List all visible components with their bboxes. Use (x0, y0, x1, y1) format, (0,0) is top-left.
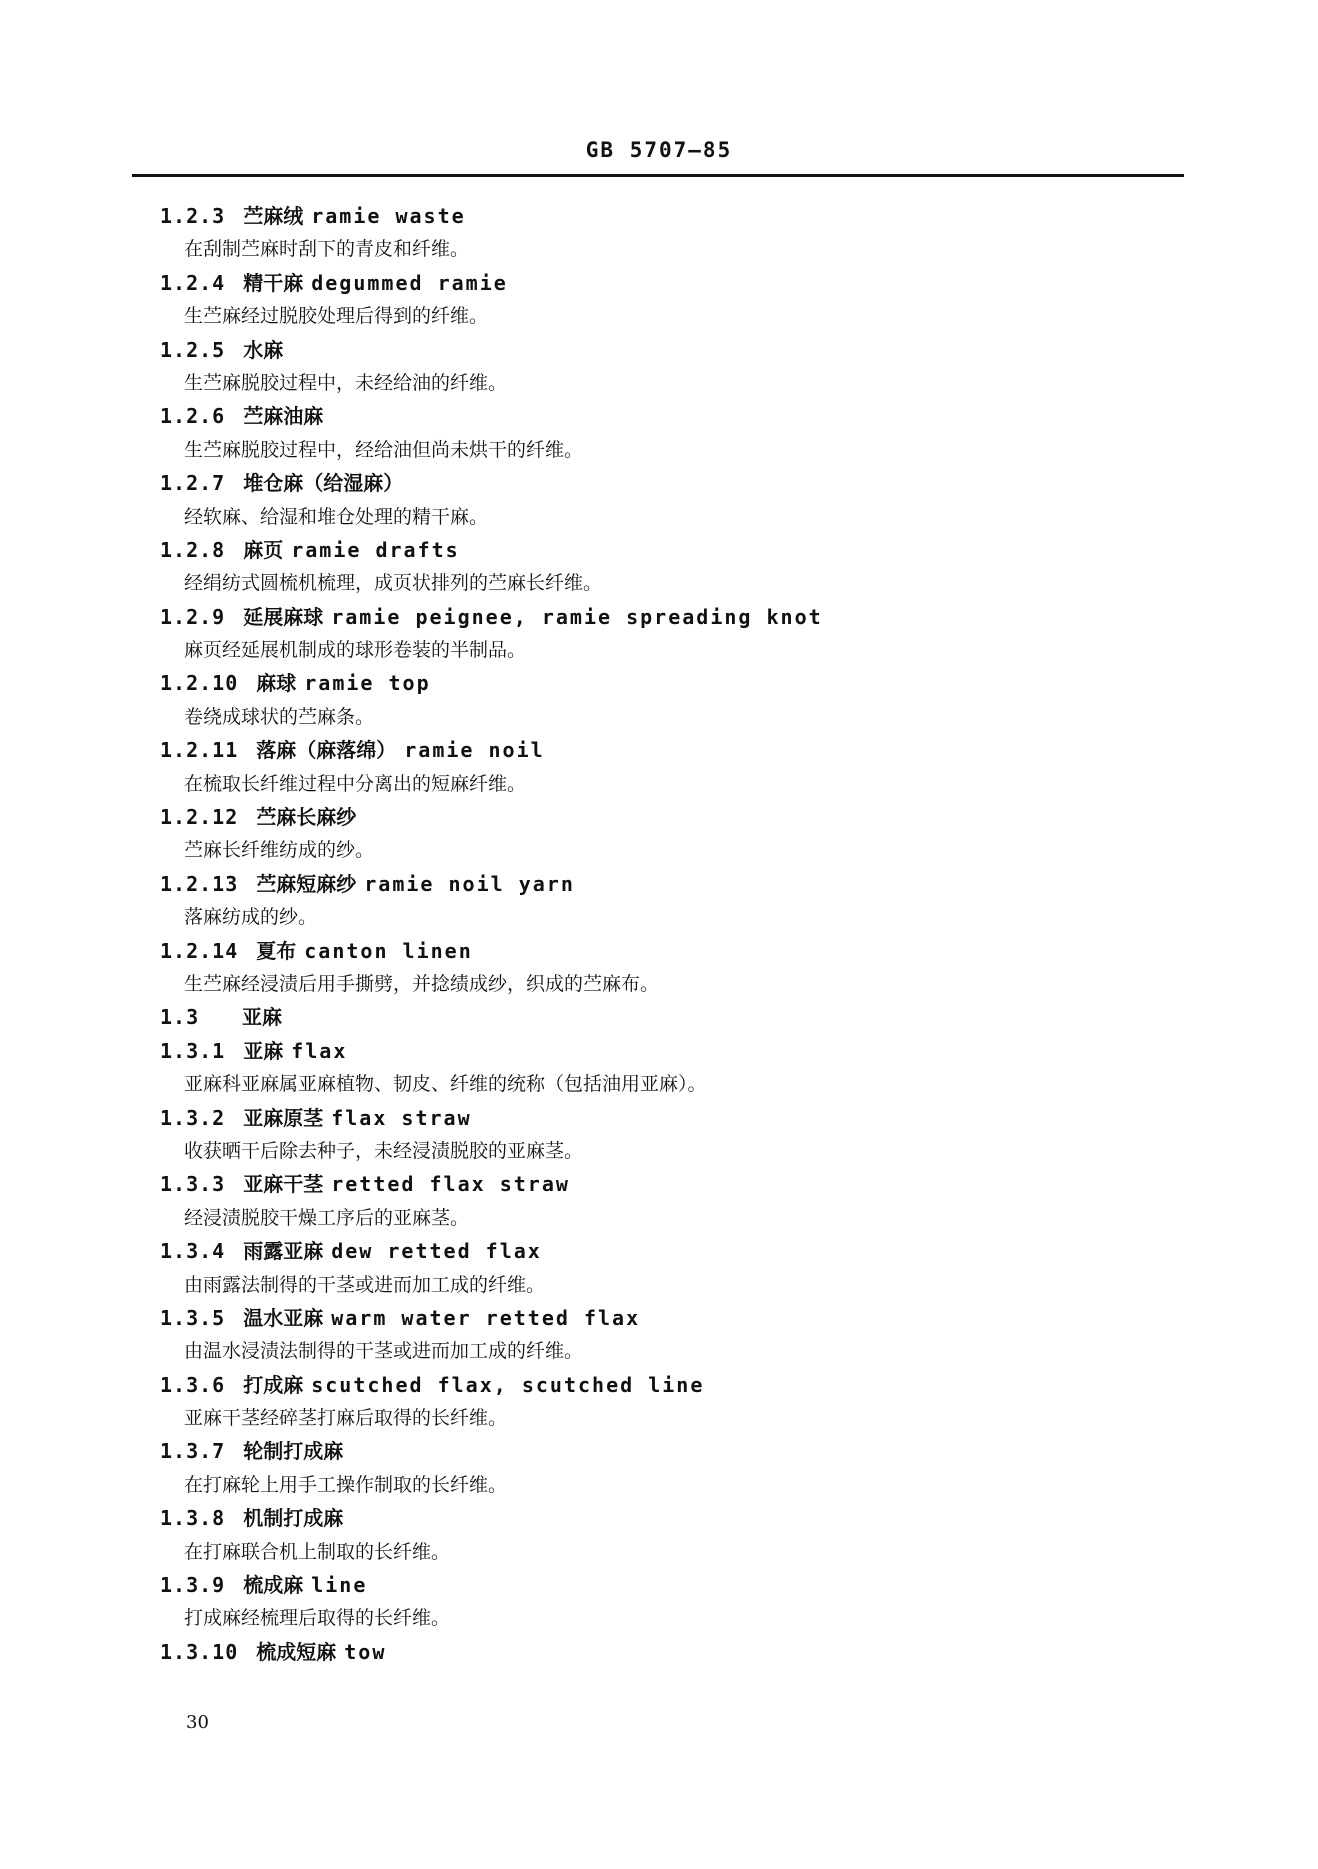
term-number: 1.2.3 (160, 204, 226, 228)
term-heading (160, 1035, 1170, 1068)
term-english: degummed ramie (311, 270, 508, 295)
term-number: 1.3 (160, 1005, 200, 1030)
term-definition: 由雨露法制得的干茎或进而加工成的纤维。 (184, 1273, 546, 1296)
term-entry (160, 534, 1170, 601)
term-heading (160, 334, 1170, 367)
term-definition: 生苎麻脱胶过程中，未经给油的纤维。 (184, 371, 508, 394)
term-number: 1.3.10 (160, 1639, 239, 1664)
term-number: 1.3.2 (160, 1105, 226, 1130)
term-heading (160, 1235, 1170, 1268)
term-number: 1.2.12 (160, 805, 239, 830)
term-heading (160, 868, 1170, 901)
term-number: 1.2.9 (160, 604, 226, 629)
term-entry (160, 1435, 1170, 1502)
term-chinese: 堆仓麻（给湿麻） (243, 471, 404, 496)
term-heading (160, 1302, 1170, 1335)
term-definition: 由温水浸渍法制得的干茎或进而加工成的纤维。 (184, 1340, 584, 1363)
term-english: ramie peignee, ramie spreading knot (331, 604, 823, 629)
term-chinese: 落麻（麻落绵） (256, 738, 397, 763)
term-number: 1.3.4 (160, 1239, 226, 1264)
term-english: ramie waste (311, 204, 466, 228)
term-heading (160, 1502, 1170, 1535)
term-entry (160, 1001, 1170, 1034)
term-english: retted flax straw (331, 1172, 570, 1197)
term-heading (160, 1168, 1170, 1201)
term-entry (160, 267, 1170, 334)
term-number: 1.2.4 (160, 270, 226, 295)
term-definition: 生苎麻脱胶过程中，经给油但尚未烘干的纤维。 (184, 438, 584, 461)
term-chinese: 梳成短麻 (256, 1639, 337, 1664)
term-entry (160, 467, 1170, 534)
term-definition: 亚麻科亚麻属亚麻植物、韧皮、纤维的统称（包括油用亚麻）。 (184, 1073, 707, 1096)
term-chinese: 苎麻绒 (243, 204, 304, 228)
term-number: 1.3.3 (160, 1172, 226, 1197)
term-entry (160, 734, 1170, 801)
term-entry (160, 1569, 1170, 1636)
term-english: warm water retted flax (331, 1305, 641, 1330)
term-entry (160, 1235, 1170, 1302)
term-number: 1.2.11 (160, 738, 239, 763)
term-definition: 经绢纺式圆梳机梳理，成页状排列的苎麻长纤维。 (184, 572, 603, 595)
term-entry (160, 1502, 1170, 1569)
term-number: 1.2.7 (160, 471, 226, 496)
term-definition: 打成麻经梳理后取得的长纤维。 (184, 1607, 451, 1630)
term-definition: 麻页经延展机制成的球形卷装的半制品。 (184, 639, 527, 662)
term-english: ramie noil yarn (364, 871, 575, 896)
term-entry (160, 1302, 1170, 1369)
term-heading (160, 1636, 1170, 1669)
term-heading (160, 200, 1170, 233)
term-number: 1.2.6 (160, 404, 226, 429)
term-chinese: 亚麻干茎 (243, 1172, 324, 1197)
term-definition: 在打麻联合机上制取的长纤维。 (184, 1540, 451, 1563)
term-number: 1.2.13 (160, 871, 239, 896)
term-definition: 在梳取长纤维过程中分离出的短麻纤维。 (184, 772, 527, 795)
term-heading (160, 1435, 1170, 1468)
term-definition: 在刮制苎麻时刮下的青皮和纤维。 (184, 238, 470, 261)
term-heading (160, 1102, 1170, 1135)
term-english: scutched flax, scutched line (311, 1372, 705, 1397)
term-definition: 生苎麻经过脱胶处理后得到的纤维。 (184, 305, 489, 328)
term-heading (160, 801, 1170, 834)
term-number: 1.3.6 (160, 1372, 226, 1397)
term-chinese: 苎麻长麻纱 (256, 805, 357, 830)
term-chinese: 麻球 (256, 671, 297, 696)
term-list (160, 200, 1170, 1669)
term-number: 1.3.9 (160, 1573, 226, 1598)
term-chinese: 苎麻油麻 (243, 404, 324, 429)
term-chinese: 雨露亚麻 (243, 1239, 324, 1264)
term-number: 1.3.1 (160, 1038, 226, 1063)
term-definition: 在打麻轮上用手工操作制取的长纤维。 (184, 1473, 508, 1496)
term-entry (160, 1168, 1170, 1235)
term-entry (160, 601, 1170, 668)
term-definition: 经软麻、给湿和堆仓处理的精干麻。 (184, 505, 489, 528)
term-english: canton linen (304, 938, 473, 963)
term-definition: 收获晒干后除去种子，未经浸渍脱胶的亚麻茎。 (184, 1139, 584, 1162)
term-chinese: 亚麻 (242, 1005, 282, 1030)
term-chinese: 机制打成麻 (243, 1506, 344, 1531)
term-entry (160, 801, 1170, 868)
term-chinese: 夏布 (256, 938, 297, 963)
term-number: 1.2.14 (160, 938, 239, 963)
term-heading (160, 534, 1170, 567)
term-english: dew retted flax (331, 1239, 542, 1264)
term-english: ramie noil (404, 738, 545, 763)
term-chinese: 水麻 (243, 337, 284, 362)
term-entry (160, 1035, 1170, 1102)
term-chinese: 打成麻 (243, 1372, 304, 1397)
term-chinese: 温水亚麻 (243, 1305, 324, 1330)
term-english: line (311, 1573, 368, 1598)
term-heading (160, 667, 1170, 700)
term-heading (160, 734, 1170, 767)
term-heading (160, 601, 1170, 634)
term-english: ramie drafts (291, 537, 460, 562)
term-english: tow (344, 1639, 387, 1664)
standard-code-header: GB 5707—85 (585, 138, 733, 162)
term-number: 1.3.8 (160, 1506, 226, 1531)
term-entry (160, 200, 1170, 267)
header-rule (132, 174, 1184, 177)
term-definition: 落麻纺成的纱。 (184, 906, 318, 929)
term-chinese: 轮制打成麻 (243, 1439, 344, 1464)
term-chinese: 苎麻短麻纱 (256, 871, 357, 896)
term-definition: 生苎麻经浸渍后用手撕劈，并捻绩成纱，织成的苎麻布。 (184, 972, 660, 995)
term-entry (160, 868, 1170, 935)
term-chinese: 延展麻球 (243, 604, 324, 629)
term-heading (160, 1001, 1170, 1034)
term-definition: 卷绕成球状的苎麻条。 (184, 705, 375, 728)
term-entry (160, 1636, 1170, 1669)
term-heading (160, 1569, 1170, 1602)
term-entry (160, 1369, 1170, 1436)
term-heading (160, 935, 1170, 968)
term-entry (160, 334, 1170, 401)
term-number: 1.2.8 (160, 537, 226, 562)
term-entry (160, 667, 1170, 734)
term-chinese: 麻页 (243, 537, 284, 562)
term-definition: 经浸渍脱胶干燥工序后的亚麻茎。 (184, 1206, 470, 1229)
term-entry (160, 1102, 1170, 1169)
term-chinese: 亚麻 (243, 1038, 284, 1063)
term-heading (160, 267, 1170, 300)
term-english: flax straw (331, 1105, 472, 1130)
term-heading (160, 400, 1170, 433)
term-definition: 亚麻干茎经碎茎打麻后取得的长纤维。 (184, 1407, 508, 1430)
term-entry (160, 935, 1170, 1002)
term-english: ramie top (304, 671, 431, 696)
term-entry (160, 400, 1170, 467)
term-definition: 苎麻长纤维纺成的纱。 (184, 839, 375, 862)
term-chinese: 梳成麻 (243, 1573, 304, 1598)
term-number: 1.2.5 (160, 337, 226, 362)
term-chinese: 精干麻 (243, 270, 304, 295)
term-number: 1.2.10 (160, 671, 239, 696)
term-number: 1.3.7 (160, 1439, 226, 1464)
term-english: flax (291, 1038, 348, 1063)
page-number: 30 (186, 1712, 209, 1733)
term-heading (160, 1369, 1170, 1402)
term-heading (160, 467, 1170, 500)
term-number: 1.3.5 (160, 1305, 226, 1330)
term-chinese: 亚麻原茎 (243, 1105, 324, 1130)
